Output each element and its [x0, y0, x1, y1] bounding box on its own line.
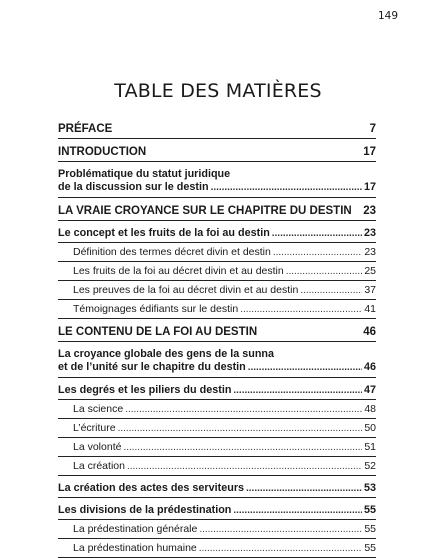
toc-entry-page: 48	[364, 403, 376, 415]
dot-leader	[199, 523, 362, 535]
toc-entry-title: Les degrés et les piliers du destin	[58, 384, 232, 396]
toc-entry-volonte[interactable]	[58, 438, 376, 457]
toc-entry-page: 55	[363, 504, 376, 516]
toc-entry-temoignages[interactable]	[58, 300, 376, 319]
toc-entry-title: La prédestination humaine	[73, 542, 197, 554]
toc-entry-page: 53	[363, 482, 376, 494]
toc-entry-page: 50	[364, 422, 376, 434]
dot-leader	[118, 422, 363, 434]
page-number: 149	[377, 10, 398, 22]
toc-entry-page: 17	[363, 146, 376, 158]
dot-leader	[246, 482, 362, 494]
toc-entry-science[interactable]	[58, 400, 376, 419]
toc-entry-title: LE CONTENU DE LA FOI AU DESTIN	[58, 326, 258, 338]
toc-entry-croyance-globale[interactable]	[58, 342, 376, 378]
toc-entry-humaine[interactable]	[58, 539, 376, 558]
toc-entry-title: L’écriture	[73, 422, 116, 434]
toc-entry-contenu[interactable]	[58, 319, 376, 342]
dot-leader	[211, 181, 362, 194]
dot-leader	[300, 284, 362, 296]
toc-entry-page: 46	[363, 361, 376, 373]
toc-entry-page: 55	[364, 523, 376, 535]
toc-entry-page: 37	[364, 284, 376, 296]
toc-entry-title: Définition des termes décret divin et destin	[73, 246, 271, 258]
toc-entry-page: 17	[363, 181, 376, 193]
toc-entry-page: 46	[363, 326, 376, 338]
toc-entry-introduction[interactable]	[58, 139, 376, 162]
dot-leader	[248, 361, 362, 374]
toc-entry-title: Le concept et les fruits de la foi au destin	[58, 227, 270, 239]
toc-entry-generale[interactable]	[58, 520, 376, 539]
toc-entry-ecriture[interactable]	[58, 419, 376, 438]
table-of-contents	[58, 116, 376, 558]
toc-entry-page: 55	[364, 542, 376, 554]
toc-entry-definition[interactable]	[58, 243, 376, 262]
dot-leader	[273, 246, 362, 258]
toc-entry-divisions[interactable]	[58, 498, 376, 520]
toc-entry-title: Les divisions de la prédestination	[58, 504, 232, 516]
dot-leader	[125, 403, 362, 415]
toc-entry-creation[interactable]	[58, 457, 376, 476]
toc-entry-page: 23	[363, 227, 376, 239]
toc-entry-title: Les preuves de la foi au décret divin et au destin	[73, 284, 299, 296]
toc-entry-preuves[interactable]	[58, 281, 376, 300]
dot-leader	[240, 303, 362, 315]
toc-entry-title: La science	[73, 403, 124, 415]
dot-leader	[272, 227, 362, 239]
toc-entry-creation-actes[interactable]	[58, 476, 376, 498]
toc-entry-title-line2: de la discussion sur le destin	[58, 181, 209, 193]
dot-leader	[127, 460, 362, 472]
toc-entry-page: 25	[364, 265, 376, 277]
toc-entry-title: Les fruits de la foi au décret divin et au destin	[73, 265, 284, 277]
toc-entry-title: INTRODUCTION	[58, 146, 147, 158]
dot-leader	[233, 504, 362, 516]
toc-entry-title: LA VRAIE CROYANCE SUR LE CHAPITRE DU DESTIN	[58, 205, 352, 217]
dot-leader	[286, 265, 363, 277]
toc-entry-preface[interactable]	[58, 116, 376, 139]
toc-entry-page: 23	[363, 205, 376, 217]
toc-entry-title: La volonté	[73, 441, 122, 453]
dot-leader	[123, 441, 362, 453]
toc-entry-page: 7	[369, 123, 376, 135]
toc-entry-title-line1: Problématique du statut juridique	[58, 168, 231, 180]
toc-entry-concept[interactable]	[58, 221, 376, 243]
toc-entry-page: 23	[364, 246, 376, 258]
toc-entry-page: 47	[363, 384, 376, 396]
toc-entry-page: 51	[364, 441, 376, 453]
toc-entry-title: La création des actes des serviteurs	[58, 482, 245, 494]
toc-entry-title-line2: et de l’unité sur le chapitre du destin	[58, 361, 246, 373]
toc-entry-title: La prédestination générale	[73, 523, 198, 535]
toc-entry-degres[interactable]	[58, 378, 376, 400]
toc-entry-fruits[interactable]	[58, 262, 376, 281]
toc-entry-problematique[interactable]	[58, 162, 376, 198]
dot-leader	[199, 542, 363, 554]
toc-entry-page: 41	[364, 303, 376, 315]
toc-entry-title: Témoignages édifiants sur le destin	[73, 303, 239, 315]
dot-leader	[233, 384, 362, 396]
toc-entry-title: La création	[73, 460, 125, 472]
toc-entry-title-line1: La croyance globale des gens de la sunna	[58, 348, 275, 360]
toc-entry-title: PRÉFACE	[58, 123, 113, 135]
toc-entry-vraie-croyance[interactable]	[58, 198, 376, 221]
page-title: TABLE DES MATIÈRES	[114, 80, 322, 102]
toc-entry-page: 52	[364, 460, 376, 472]
